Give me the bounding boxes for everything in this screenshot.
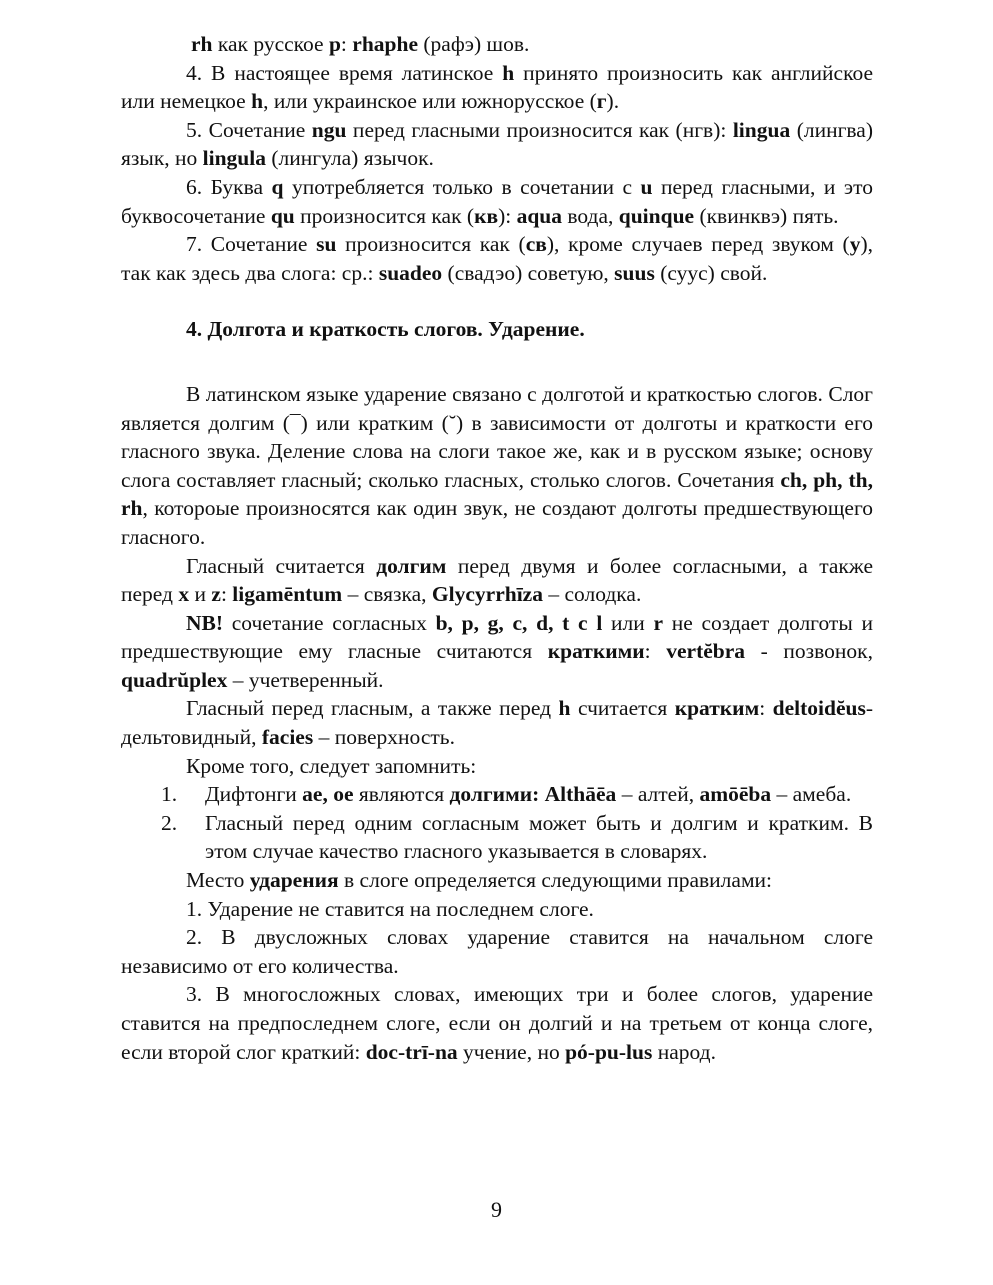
paragraph-stress-rule-3: 3. В многосложных словах, имеющих три и более слогов, ударение ставится на предпоследнем слоге, если он долгий и на третьем от конца слоге, если второй слог краткий: doc-trī-na учение, но pó-pu-lus народ. [121,982,873,1064]
paragraph-remember: Кроме того, следует запомнить: [186,753,477,778]
paragraph-long-vowel: Гласный считается долгим перед двумя и более согласными, а также перед x и z: ligamēntum – связка, Glycyrrhīza – солодка. [121,553,873,607]
section-heading: 4. Долгота и краткость слогов. Ударение. [186,317,585,342]
paragraph-rh: rh как русское р: rhaphe (рафэ) шов. [191,32,530,56]
page-number: 9 [491,1197,502,1222]
list-item-text: Дифтонги ае, ое являются долгими: Althāēa – алтей, amōēba – амеба. [205,782,852,807]
paragraph-rule-7: 7. Сочетание su произносится как (св), кроме случаев перед звуком (у), так как здесь два слога: ср.: suadeo (свадэо) советую, suus (суус) свой. [121,232,873,285]
page-body [121,30,873,1066]
list-item-number: 1. [161,782,178,807]
paragraph-rule-4: 4. В настоящее время латинское h принято произносить как английское или немецкое h, или украинское или южнорусское (г). [121,60,873,114]
paragraph-stress-intro: В латинском языке ударение связано с долготой и краткостью слогов. Слог является долгим (¯) или кратким (˘) в зависимости от долготы и краткости его гласного звука. Деление слова на слоги такое же, как и в русском языке; основу слога составляет гласный; сколько гласных, столько слогов. Сочетания ch, ph, th, rh, котороые произносятся как один звук, не создают долготы предшествующего гласного. [121,381,873,549]
paragraph-stress-rules: Место ударения в слоге определяется следующими правилами: [186,868,773,893]
paragraph-rule-6: 6. Буква q употребляется только в сочетании с u перед гласными, и это буквосочетание qu произносится как (кв): aqua вода, quinque (квинквэ) пять. [121,174,873,228]
list-item-text: Гласный перед одним согласным может быть и долгим и кратким. В этом случае качество гласного указывается в словарях. [205,810,873,864]
paragraph-stress-rule-1: 1. Ударение не ставится на последнем слоге. [186,896,594,921]
list-item-number: 2. [161,810,178,835]
list-item [121,780,873,809]
paragraph-short-vowel: Гласный перед гласным, а также перед h считается кратким: deltoidĕus- дельтовидный, facies – поверхность. [121,696,873,750]
paragraph-stress-rule-2: 2. В двусложных словах ударение ставится на начальном слоге независимо от его количества. [121,925,873,978]
paragraph-nb: NB! сочетание согласных b, p, g, c, d, t c l или r не создает долготы и предшествующие ему гласные считаются краткими: vertĕbra - позвонок, quadrŭplex – учетверенный. [121,610,874,692]
paragraph-rule-5: 5. Сочетание ngu перед гласными произносится как (нгв): lingua (лингва) язык, но lingula (лингула) язычок. [121,117,873,171]
list-item [121,809,873,866]
